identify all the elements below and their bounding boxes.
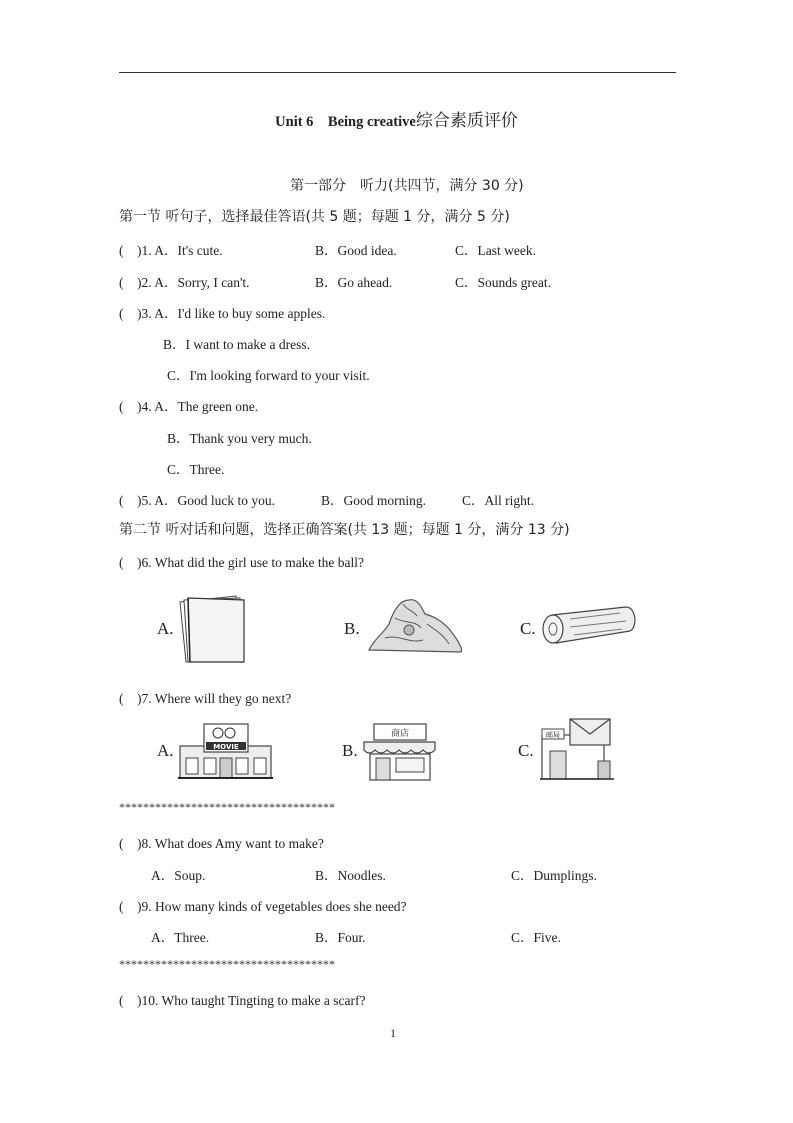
paper-stack-icon	[178, 592, 250, 664]
q8-option-a: A．Soup.	[151, 868, 206, 883]
q6-stem: ( )6. What did the girl use to make the ball?	[119, 555, 364, 570]
q1-option-b: B．Good idea.	[315, 243, 397, 258]
shop-building-icon	[362, 720, 437, 782]
q3-option-c: C．I'm looking forward to your visit.	[167, 368, 370, 383]
q8-stem: ( )8. What does Amy want to make?	[119, 836, 324, 851]
q7-label-b: B.	[342, 741, 358, 760]
q1-option-c: C．Last week.	[455, 243, 536, 258]
title-english: Unit 6 Being creative	[275, 114, 416, 130]
q1-stem: ( )1. A．It's cute.	[119, 243, 223, 258]
q4-stem: ( )4. A．The green one.	[119, 399, 259, 414]
title-chinese: 综合素质评价	[415, 111, 518, 131]
page-title	[0, 106, 793, 131]
q4-option-c: C．Three.	[167, 462, 225, 477]
divider-stars-2: ************************************	[119, 957, 335, 971]
divider-stars-1: ************************************	[119, 800, 335, 814]
q10-stem: ( )10. Who taught Tingting to make a scarf?	[119, 993, 366, 1008]
post-office-sign-text: 邮局	[546, 731, 560, 739]
q9-option-c: C．Five.	[511, 930, 561, 945]
q5-option-c: C．All right.	[462, 493, 535, 508]
q3-stem: ( )3. A．I'd like to buy some apples.	[119, 306, 326, 321]
cinema-sign-text: MOVIE	[213, 743, 239, 751]
part1-heading: 第一部分 听力(共四节，满分 30 分)	[290, 178, 524, 194]
q5-option-b: B．Good morning.	[321, 493, 427, 508]
q3-option-b: B．I want to make a dress.	[163, 337, 310, 352]
q2-stem: ( )2. A．Sorry, I can't.	[119, 275, 250, 290]
q7-label-c: C.	[518, 741, 534, 760]
q4-option-b: B．Thank you very much.	[167, 431, 312, 446]
q9-stem: ( )9. How many kinds of vegetables does she need?	[119, 899, 407, 914]
cinema-building-icon	[178, 720, 273, 780]
header-rule	[119, 72, 676, 73]
q7-label-a: A.	[157, 741, 174, 760]
section1-heading: 第一节 听句子，选择最佳答语(共 5 题；每题 1 分，满分 5 分)	[119, 209, 510, 225]
q6-label-b: B.	[344, 619, 360, 638]
q8-option-c: C．Dumplings.	[511, 868, 597, 883]
wood-log-icon	[540, 605, 640, 645]
cloth-pile-icon	[365, 594, 465, 656]
q8-option-b: B．Noodles.	[315, 868, 386, 883]
q2-option-c: C．Sounds great.	[455, 275, 551, 290]
q6-label-c: C.	[520, 619, 536, 638]
q9-option-b: B．Four.	[315, 930, 366, 945]
section2-heading: 第二节 听对话和问题，选择正确答案(共 13 题；每题 1 分，满分 13 分)	[119, 522, 570, 538]
q2-option-b: B．Go ahead.	[315, 275, 393, 290]
post-office-icon	[540, 717, 615, 782]
q6-label-a: A.	[157, 619, 174, 638]
shop-sign-text: 商店	[390, 729, 410, 739]
q9-option-a: A．Three.	[151, 930, 210, 945]
q7-stem: ( )7. Where will they go next?	[119, 691, 292, 706]
page-number: 1	[390, 1026, 396, 1040]
q5-stem: ( )5. A．Good luck to you.	[119, 493, 275, 508]
